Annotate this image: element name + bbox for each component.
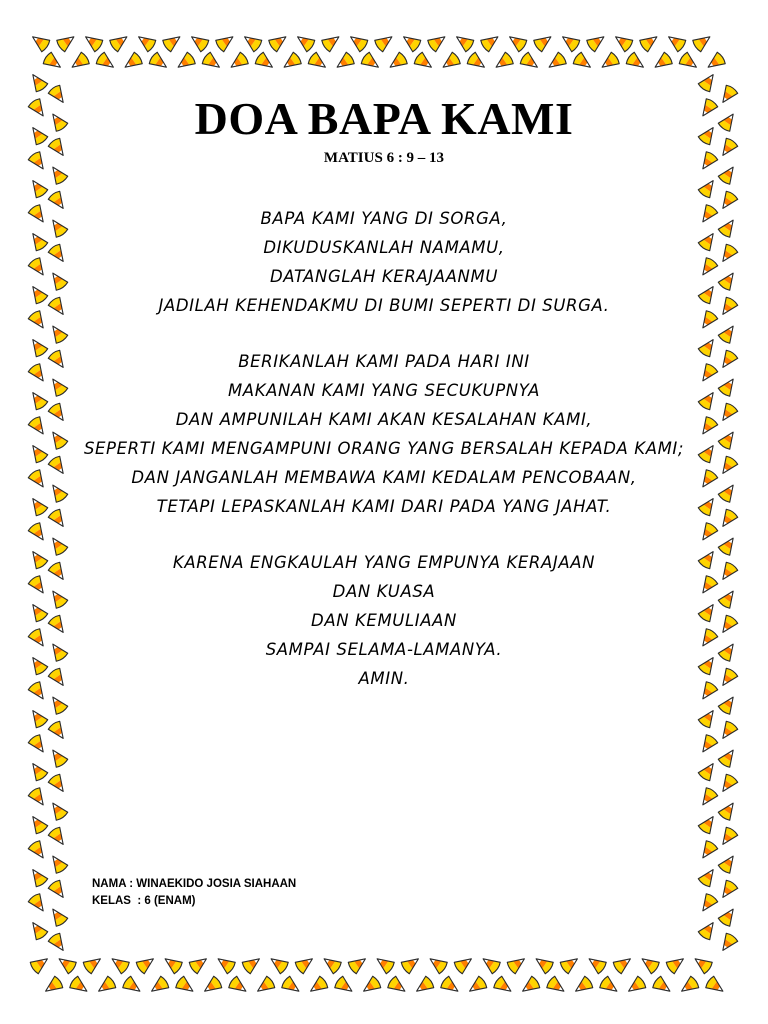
candy-corn-icon — [691, 953, 713, 975]
candy-corn-icon — [697, 681, 719, 703]
candy-corn-icon — [254, 51, 276, 73]
candy-corn-icon — [697, 310, 719, 332]
candy-corn-icon — [27, 336, 49, 358]
candy-corn-icon — [704, 51, 726, 73]
candy-corn-icon — [27, 919, 49, 941]
candy-corn-icon — [717, 216, 739, 238]
candy-corn-icon — [135, 953, 157, 975]
candy-corn-icon — [717, 720, 739, 742]
candy-corn-icon — [717, 932, 739, 954]
candy-corn-icon — [697, 363, 719, 385]
candy-corn-icon — [47, 561, 69, 583]
candy-corn-icon — [717, 481, 739, 503]
candy-corn-icon — [697, 389, 719, 411]
candy-corn-icon — [47, 375, 69, 397]
candy-corn-icon — [47, 243, 69, 265]
candy-corn-icon — [717, 879, 739, 901]
candy-corn-icon — [162, 31, 184, 53]
candy-corn-icon — [665, 31, 687, 53]
candy-corn-icon — [174, 51, 196, 73]
candy-corn-icon — [47, 614, 69, 636]
candy-corn-icon — [333, 51, 355, 73]
candy-corn-icon — [440, 975, 462, 997]
candy-corn-icon — [506, 31, 528, 53]
candy-corn-icon — [717, 799, 739, 821]
candy-corn-icon — [122, 975, 144, 997]
candy-corn-icon — [453, 953, 475, 975]
candy-corn-icon — [625, 975, 647, 997]
stanza-2 — [80, 347, 688, 521]
candy-corn-icon — [47, 190, 69, 212]
prayer-line: DAN KEMULIAAN — [311, 611, 457, 630]
candy-corn-icon — [374, 31, 396, 53]
candy-corn-icon — [27, 866, 49, 888]
candy-corn-icon — [717, 508, 739, 530]
candy-corn-icon — [29, 31, 51, 53]
candy-corn-icon — [27, 416, 49, 438]
candy-corn-icon — [47, 428, 69, 450]
candy-corn-icon — [697, 416, 719, 438]
candy-corn-icon — [47, 826, 69, 848]
candy-corn-icon — [215, 31, 237, 53]
candy-corn-icon — [546, 975, 568, 997]
candy-corn-icon — [201, 51, 223, 73]
candy-corn-icon — [717, 693, 739, 715]
prayer-line: DAN JANGANLAH MEMBAWA KAMI KEDALAM PENCOBAAN, — [131, 468, 637, 487]
candy-corn-icon — [480, 31, 502, 53]
candy-corn-icon — [697, 257, 719, 279]
page-title: DOA BAPA KAMI — [194, 93, 574, 144]
candy-corn-icon — [373, 953, 395, 975]
candy-corn-icon — [506, 953, 528, 975]
candy-corn-icon — [479, 953, 501, 975]
candy-corn-icon — [27, 893, 49, 915]
candy-corn-icon — [27, 575, 49, 597]
candy-corn-icon — [717, 852, 739, 874]
candy-corn-icon — [519, 975, 541, 997]
candy-corn-icon — [612, 953, 634, 975]
candy-corn-icon — [697, 548, 719, 570]
candy-corn-icon — [42, 51, 64, 73]
candy-corn-icon — [29, 953, 51, 975]
candy-corn-icon — [545, 51, 567, 73]
candy-corn-icon — [188, 953, 210, 975]
candy-corn-icon — [27, 257, 49, 279]
candy-corn-icon — [360, 51, 382, 73]
candy-corn-icon — [27, 230, 49, 252]
candy-corn-icon — [493, 975, 515, 997]
candy-corn-icon — [692, 31, 714, 53]
candy-corn-icon — [280, 51, 302, 73]
candy-corn-icon — [717, 614, 739, 636]
student-class: KELAS : 6 (ENAM) — [92, 895, 196, 907]
candy-corn-icon — [69, 975, 91, 997]
candy-corn-icon — [148, 975, 170, 997]
candy-corn-icon — [47, 773, 69, 795]
candy-corn-icon — [108, 953, 130, 975]
candy-corn-icon — [27, 840, 49, 862]
candy-corn-icon — [27, 813, 49, 835]
candy-corn-icon — [427, 31, 449, 53]
candy-corn-icon — [697, 840, 719, 862]
candy-corn-icon — [27, 628, 49, 650]
candy-corn-icon — [47, 693, 69, 715]
candy-corn-icon — [585, 953, 607, 975]
prayer-line: DIKUDUSKANLAH NAMAMU, — [263, 238, 505, 257]
student-name: NAMA : WINAEKIDO JOSIA SIAHAAN — [92, 878, 297, 890]
candy-corn-icon — [697, 469, 719, 491]
candy-corn-icon — [717, 561, 739, 583]
candy-corn-icon — [27, 204, 49, 226]
candy-corn-icon — [27, 654, 49, 676]
candy-corn-icon — [413, 51, 435, 73]
candy-corn-icon — [307, 51, 329, 73]
prayer-line: BAPA KAMI YANG DI SORGA, — [260, 209, 508, 228]
candy-corn-icon — [697, 230, 719, 252]
candy-corn-icon — [47, 269, 69, 291]
candy-corn-icon — [439, 51, 461, 73]
candy-corn-icon — [717, 746, 739, 768]
candy-corn-icon — [652, 975, 674, 997]
candy-corn-icon — [697, 204, 719, 226]
candy-corn-icon — [47, 852, 69, 874]
prayer-line: MAKANAN KAMI YANG SECUKUPNYA — [227, 381, 541, 400]
student-info — [92, 876, 296, 910]
candy-corn-icon — [717, 190, 739, 212]
candy-corn-icon — [175, 975, 197, 997]
candy-corn-icon — [492, 51, 514, 73]
candy-corn-icon — [161, 953, 183, 975]
candy-corn-icon — [697, 760, 719, 782]
candy-corn-icon — [717, 428, 739, 450]
candy-corn-icon — [95, 51, 117, 73]
prayer-line: SAMPAI SELAMA-LAMANYA. — [265, 640, 503, 659]
candy-corn-icon — [109, 31, 131, 53]
candy-corn-icon — [201, 975, 223, 997]
prayer-line: DATANGLAH KERAJAANMU — [270, 267, 498, 286]
candy-corn-icon — [697, 601, 719, 623]
candy-corn-icon — [697, 336, 719, 358]
candy-corn-icon — [47, 667, 69, 689]
candy-corn-icon — [148, 51, 170, 73]
candy-corn-icon — [27, 442, 49, 464]
candy-corn-icon — [47, 508, 69, 530]
prayer-line: KARENA ENGKAULAH YANG EMPUNYA KERAJAAN — [172, 553, 596, 572]
candy-corn-icon — [598, 51, 620, 73]
candy-corn-icon — [697, 177, 719, 199]
candy-corn-icon — [267, 953, 289, 975]
candy-corn-icon — [47, 296, 69, 318]
candy-corn-icon — [47, 322, 69, 344]
candy-corn-icon — [294, 31, 316, 53]
candy-corn-icon — [42, 975, 64, 997]
candy-corn-icon — [413, 975, 435, 997]
candy-corn-icon — [717, 587, 739, 609]
candy-corn-icon — [82, 31, 104, 53]
candy-corn-icon — [321, 31, 343, 53]
candy-corn-icon — [320, 953, 342, 975]
candy-corn-icon — [697, 787, 719, 809]
candy-corn-icon — [678, 51, 700, 73]
candy-corn-icon — [697, 919, 719, 941]
prayer-line: DAN KUASA — [332, 582, 436, 601]
candy-corn-icon — [426, 953, 448, 975]
candy-corn-icon — [697, 866, 719, 888]
candy-corn-icon — [717, 349, 739, 371]
candy-corn-icon — [697, 442, 719, 464]
candy-corn-icon — [717, 402, 739, 424]
candy-corn-icon — [697, 628, 719, 650]
candy-corn-icon — [717, 375, 739, 397]
candy-corn-icon — [27, 681, 49, 703]
candy-corn-icon — [56, 31, 78, 53]
candy-corn-icon — [47, 746, 69, 768]
candy-corn-icon — [68, 51, 90, 73]
candy-corn-icon — [228, 975, 250, 997]
candy-corn-icon — [27, 495, 49, 517]
candy-corn-icon — [717, 269, 739, 291]
candy-corn-icon — [27, 310, 49, 332]
candy-corn-icon — [27, 283, 49, 305]
candy-corn-icon — [697, 283, 719, 305]
candy-corn-icon — [347, 953, 369, 975]
candy-corn-icon — [281, 975, 303, 997]
candy-corn-icon — [47, 481, 69, 503]
candy-corn-icon — [47, 905, 69, 927]
candy-corn-icon — [47, 216, 69, 238]
candy-corn-icon — [651, 51, 673, 73]
candy-corn-icon — [697, 893, 719, 915]
candy-corn-icon — [466, 975, 488, 997]
candy-corn-icon — [27, 734, 49, 756]
candy-corn-icon — [254, 975, 276, 997]
candy-corn-icon — [334, 975, 356, 997]
candy-corn-icon — [214, 953, 236, 975]
candy-corn-icon — [717, 640, 739, 662]
candy-corn-icon — [27, 707, 49, 729]
prayer-line: SEPERTI KAMI MENGAMPUNI ORANG YANG BERSALAH KEPADA KAMI; — [83, 439, 685, 458]
candy-corn-icon — [27, 522, 49, 544]
prayer-line: AMIN. — [358, 669, 410, 688]
candy-corn-icon — [638, 953, 660, 975]
candy-corn-icon — [95, 975, 117, 997]
candy-corn-icon — [82, 953, 104, 975]
candy-corn-icon — [47, 799, 69, 821]
prayer-line: DAN AMPUNILAH KAMI AKAN KESALAHAN KAMI, — [175, 410, 593, 429]
candy-corn-icon — [307, 975, 329, 997]
candy-corn-icon — [612, 31, 634, 53]
candy-corn-icon — [717, 455, 739, 477]
candy-corn-icon — [717, 905, 739, 927]
candy-corn-icon — [697, 707, 719, 729]
candy-corn-icon — [360, 975, 382, 997]
candy-corn-icon — [27, 469, 49, 491]
candy-corn-icon — [47, 720, 69, 742]
candy-corn-icon — [47, 402, 69, 424]
candy-corn-icon — [47, 534, 69, 556]
candy-corn-icon — [188, 31, 210, 53]
candy-corn-icon — [519, 51, 541, 73]
candy-corn-icon — [717, 667, 739, 689]
candy-corn-icon — [639, 31, 661, 53]
candy-corn-icon — [268, 31, 290, 53]
candy-corn-icon — [47, 587, 69, 609]
candy-corn-icon — [678, 975, 700, 997]
candy-corn-icon — [705, 975, 727, 997]
candy-corn-icon — [466, 51, 488, 73]
candy-corn-icon — [347, 31, 369, 53]
candy-corn-icon — [27, 601, 49, 623]
candy-corn-icon — [572, 975, 594, 997]
prayer-line: JADILAH KEHENDAKMU DI BUMI SEPERTI DI SURGA. — [158, 296, 610, 315]
candy-corn-icon — [400, 31, 422, 53]
candy-corn-icon — [241, 953, 263, 975]
candy-corn-icon — [47, 455, 69, 477]
candy-corn-icon — [625, 51, 647, 73]
bible-reference: MATIUS 6 : 9 – 13 — [323, 150, 445, 166]
candy-corn-icon — [697, 575, 719, 597]
candy-corn-icon — [400, 953, 422, 975]
candy-corn-icon — [665, 953, 687, 975]
prayer-line: TETAPI LEPASKANLAH KAMI DARI PADA YANG JAHAT. — [156, 497, 612, 516]
candy-corn-icon — [559, 953, 581, 975]
candy-corn-icon — [572, 51, 594, 73]
stanza-1 — [80, 204, 688, 320]
candy-corn-icon — [55, 953, 77, 975]
candy-corn-icon — [717, 322, 739, 344]
candy-corn-icon — [227, 51, 249, 73]
prayer-line: BERIKANLAH KAMI PADA HARI INI — [238, 352, 530, 371]
candy-corn-icon — [453, 31, 475, 53]
candy-corn-icon — [717, 296, 739, 318]
candy-corn-icon — [47, 932, 69, 954]
candy-corn-icon — [717, 773, 739, 795]
candy-corn-icon — [294, 953, 316, 975]
candy-corn-icon — [586, 31, 608, 53]
candy-corn-icon — [599, 975, 621, 997]
candy-corn-icon — [697, 71, 719, 93]
prayer-text — [80, 204, 688, 720]
candy-corn-icon — [27, 71, 49, 93]
stanza-3 — [80, 548, 688, 693]
candy-corn-icon — [27, 548, 49, 570]
candy-corn-icon — [387, 975, 409, 997]
candy-corn-icon — [121, 51, 143, 73]
candy-corn-icon — [697, 522, 719, 544]
candy-corn-icon — [717, 243, 739, 265]
candy-corn-icon — [241, 31, 263, 53]
candy-corn-icon — [386, 51, 408, 73]
candy-corn-icon — [697, 813, 719, 835]
candy-corn-icon — [27, 363, 49, 385]
candy-corn-icon — [697, 495, 719, 517]
candy-corn-icon — [533, 31, 555, 53]
candy-corn-icon — [559, 31, 581, 53]
candy-corn-icon — [717, 534, 739, 556]
candy-corn-icon — [27, 389, 49, 411]
candy-corn-icon — [135, 31, 157, 53]
candy-corn-icon — [27, 177, 49, 199]
candy-corn-icon — [697, 734, 719, 756]
candy-corn-icon — [27, 760, 49, 782]
candy-corn-icon — [27, 787, 49, 809]
candy-corn-icon — [47, 640, 69, 662]
candy-corn-icon — [47, 349, 69, 371]
candy-corn-icon — [717, 826, 739, 848]
candy-corn-icon — [532, 953, 554, 975]
candy-corn-icon — [47, 879, 69, 901]
candy-corn-icon — [697, 654, 719, 676]
